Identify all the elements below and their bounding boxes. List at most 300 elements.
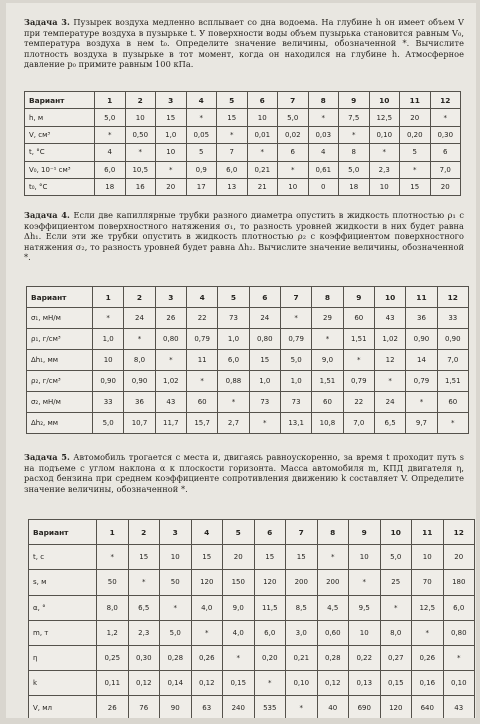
table-cell: 1,2 bbox=[97, 620, 129, 645]
table-cell: 15 bbox=[254, 545, 286, 570]
task-3-heading: Задача 3. bbox=[24, 17, 70, 27]
row-label: α, ° bbox=[29, 595, 97, 620]
task-4-text bbox=[24, 210, 464, 263]
table-cell: 6,0 bbox=[218, 350, 249, 371]
table-cell: 11,5 bbox=[254, 595, 286, 620]
table-cell: 50 bbox=[97, 570, 129, 595]
table-row bbox=[25, 178, 461, 195]
table-cell: 26 bbox=[155, 308, 186, 329]
table-cell: * bbox=[312, 329, 343, 350]
table-row bbox=[29, 645, 475, 670]
table-cell: 0,20 bbox=[400, 126, 431, 143]
table-cell: 60 bbox=[343, 308, 374, 329]
table-cell: 11 bbox=[400, 92, 431, 109]
task-5-table bbox=[28, 519, 475, 718]
table-cell: 0,10 bbox=[369, 126, 400, 143]
table-cell: 5,0 bbox=[380, 545, 412, 570]
table-cell: 7 bbox=[278, 92, 309, 109]
row-label: σ₂, мН/м bbox=[27, 392, 93, 413]
table-cell: 0,10 bbox=[286, 671, 318, 696]
table-cell: 0,90 bbox=[406, 329, 437, 350]
table-cell: 14 bbox=[406, 350, 437, 371]
table-cell: * bbox=[97, 545, 129, 570]
table-cell: 10 bbox=[369, 92, 400, 109]
table-cell: 15 bbox=[128, 545, 160, 570]
table-cell: 0,27 bbox=[380, 645, 412, 670]
table-cell: 6 bbox=[249, 287, 280, 308]
table-cell: 8 bbox=[317, 520, 349, 545]
table-cell: * bbox=[186, 371, 217, 392]
table-cell: 5 bbox=[218, 287, 249, 308]
table-cell: 9,5 bbox=[349, 595, 381, 620]
table-header-row bbox=[29, 520, 475, 545]
table-cell: 60 bbox=[186, 392, 217, 413]
table-cell: 13,1 bbox=[280, 413, 311, 434]
table-cell: 0,20 bbox=[254, 645, 286, 670]
table-cell: 3 bbox=[155, 287, 186, 308]
task-3-body: Пузырек воздуха медленно всплывает со дна водоема. На глубине h он имеет объем V при температуре воздуха в пузырьке t. У поверхности воды объем пузырька становится равным V₀, температура воздуха в нем t₀. Определите значение величины, обозначенной *. Вычислите плотность воздуха в пузырьке в тот момент, когда он находился на глубине h. Атмосферное давление p₀ примите равным 100 кПа. bbox=[24, 17, 464, 70]
task-4-body: Если две капиллярные трубки разного диаметра опустить в жидкость плотностью ρ₁ с коэффициентом поверхностного натяжения σ₁, то разность уровней жидкости в них будет равна Δh₁. Если эти же трубки опустить в жидкость плотностью ρ₂ с коэффициентом поверхностного натяжения σ₂, то разность уровней будет равна Δh₂. Вычислите значение величины, обозначенной *. bbox=[24, 210, 465, 263]
table-cell: 0,14 bbox=[160, 671, 192, 696]
table-cell: * bbox=[412, 620, 444, 645]
table-cell: 15 bbox=[156, 109, 187, 126]
table-cell: 10 bbox=[374, 287, 405, 308]
table-row bbox=[25, 144, 461, 161]
table-cell: * bbox=[406, 392, 437, 413]
table-cell: 12,5 bbox=[412, 595, 444, 620]
textbook-page bbox=[6, 3, 476, 718]
table-cell: 4 bbox=[186, 92, 217, 109]
table-cell: 9,7 bbox=[406, 413, 437, 434]
table-cell: * bbox=[349, 570, 381, 595]
table-cell: 0,79 bbox=[406, 371, 437, 392]
table-cell: 73 bbox=[249, 392, 280, 413]
table-cell: * bbox=[437, 413, 468, 434]
table-cell: 6 bbox=[278, 144, 309, 161]
table-cell: 4,5 bbox=[317, 595, 349, 620]
row-label: V₀, 10⁻¹ см³ bbox=[25, 161, 95, 178]
table-cell: 2 bbox=[124, 287, 155, 308]
table-cell: 9,0 bbox=[312, 350, 343, 371]
table-cell: 7,0 bbox=[437, 350, 468, 371]
table-cell: 7,0 bbox=[430, 161, 461, 178]
table-cell: 5 bbox=[186, 144, 217, 161]
table-cell: 200 bbox=[317, 570, 349, 595]
row-label: t₀, °С bbox=[25, 178, 95, 195]
table-row bbox=[29, 545, 475, 570]
table-cell: 10,5 bbox=[125, 161, 156, 178]
table-cell: 0,79 bbox=[186, 329, 217, 350]
table-cell: 15 bbox=[191, 545, 223, 570]
row-label: σ₁, мН/м bbox=[27, 308, 93, 329]
table-cell: 6,5 bbox=[128, 595, 160, 620]
table-cell: 10 bbox=[349, 620, 381, 645]
table-cell: 12 bbox=[437, 287, 468, 308]
table-cell: 22 bbox=[186, 308, 217, 329]
table-cell: 0,10 bbox=[443, 671, 475, 696]
table-cell: * bbox=[380, 595, 412, 620]
table-cell: 43 bbox=[155, 392, 186, 413]
table-cell: 8,5 bbox=[286, 595, 318, 620]
table-cell: 15 bbox=[217, 109, 248, 126]
table-cell: 4 bbox=[95, 144, 126, 161]
table-cell: 8 bbox=[312, 287, 343, 308]
table-cell: 25 bbox=[380, 570, 412, 595]
table-cell: 0,28 bbox=[317, 645, 349, 670]
table-cell: 15 bbox=[400, 178, 431, 195]
table-cell: 0,9 bbox=[186, 161, 217, 178]
table-cell: 40 bbox=[317, 696, 349, 718]
table-cell: 20 bbox=[443, 545, 475, 570]
table-cell: 9 bbox=[343, 287, 374, 308]
table-cell: 1,51 bbox=[437, 371, 468, 392]
row-label: h, м bbox=[25, 109, 95, 126]
table-cell: 1 bbox=[95, 92, 126, 109]
table-cell: 6,0 bbox=[95, 161, 126, 178]
table-cell: 10 bbox=[380, 520, 412, 545]
table-cell: 10,8 bbox=[312, 413, 343, 434]
table-cell: 0,80 bbox=[155, 329, 186, 350]
table-cell: 1,0 bbox=[218, 329, 249, 350]
row-label: ρ₂, г/см³ bbox=[27, 371, 93, 392]
table-cell: 150 bbox=[223, 570, 255, 595]
table-cell: 16 bbox=[125, 178, 156, 195]
table-cell: * bbox=[254, 671, 286, 696]
table-cell: 7 bbox=[286, 520, 318, 545]
table-cell: 0,15 bbox=[223, 671, 255, 696]
table-cell: 11,7 bbox=[155, 413, 186, 434]
table-cell: 11 bbox=[412, 520, 444, 545]
table-cell: * bbox=[443, 645, 475, 670]
table-cell: 15 bbox=[286, 545, 318, 570]
table-cell: 8 bbox=[339, 144, 370, 161]
row-label: Вариант bbox=[29, 520, 97, 545]
table-cell: 9 bbox=[349, 520, 381, 545]
row-label: Δh₁, мм bbox=[27, 350, 93, 371]
table-cell: 60 bbox=[437, 392, 468, 413]
table-cell: 0,50 bbox=[125, 126, 156, 143]
table-cell: 690 bbox=[349, 696, 381, 718]
row-label: V, мл bbox=[29, 696, 97, 718]
table-cell: 20 bbox=[223, 545, 255, 570]
row-label: Вариант bbox=[27, 287, 93, 308]
table-cell: * bbox=[374, 371, 405, 392]
table-cell: 1,0 bbox=[280, 371, 311, 392]
row-label: k bbox=[29, 671, 97, 696]
table-cell: * bbox=[317, 545, 349, 570]
table-cell: 0,15 bbox=[380, 671, 412, 696]
table-cell: * bbox=[369, 144, 400, 161]
table-cell: * bbox=[278, 161, 309, 178]
table-cell: 4 bbox=[186, 287, 217, 308]
table-cell: * bbox=[160, 595, 192, 620]
table-cell: 18 bbox=[339, 178, 370, 195]
row-label: m, т bbox=[29, 620, 97, 645]
table-cell: 0,12 bbox=[317, 671, 349, 696]
table-cell: 2,3 bbox=[128, 620, 160, 645]
table-cell: 5,0 bbox=[93, 413, 124, 434]
table-cell: 3 bbox=[156, 92, 187, 109]
table-cell: 76 bbox=[128, 696, 160, 718]
table-cell: 17 bbox=[186, 178, 217, 195]
table-cell: 12 bbox=[430, 92, 461, 109]
table-cell: 0,60 bbox=[317, 620, 349, 645]
table-cell: 3 bbox=[160, 520, 192, 545]
table-cell: 11 bbox=[406, 287, 437, 308]
table-cell: 1,0 bbox=[156, 126, 187, 143]
table-cell: 8,0 bbox=[380, 620, 412, 645]
table-cell: 4,0 bbox=[191, 595, 223, 620]
table-cell: 1 bbox=[97, 520, 129, 545]
table-cell: 1,0 bbox=[249, 371, 280, 392]
table-row bbox=[29, 620, 475, 645]
table-cell: 5,0 bbox=[280, 350, 311, 371]
table-cell: 10 bbox=[93, 350, 124, 371]
table-cell: * bbox=[308, 109, 339, 126]
table-cell: 0,11 bbox=[97, 671, 129, 696]
table-cell: 12 bbox=[443, 520, 475, 545]
table-row bbox=[29, 671, 475, 696]
table-cell: 10 bbox=[156, 144, 187, 161]
table-cell: 6 bbox=[247, 92, 278, 109]
task-5-heading: Задача 5. bbox=[24, 452, 70, 462]
table-cell: 3,0 bbox=[286, 620, 318, 645]
table-cell: 0,02 bbox=[278, 126, 309, 143]
table-cell: 10,7 bbox=[124, 413, 155, 434]
table-cell: 43 bbox=[443, 696, 475, 718]
table-cell: 11 bbox=[186, 350, 217, 371]
task-4-table bbox=[26, 286, 469, 434]
table-cell: 120 bbox=[191, 570, 223, 595]
table-row bbox=[29, 696, 475, 718]
row-label: Δh₂, мм bbox=[27, 413, 93, 434]
table-cell: 21 bbox=[247, 178, 278, 195]
table-cell: 43 bbox=[374, 308, 405, 329]
table-row bbox=[29, 570, 475, 595]
table-cell: 0,21 bbox=[247, 161, 278, 178]
row-label: t, с bbox=[29, 545, 97, 570]
task-4-heading: Задача 4. bbox=[24, 210, 70, 220]
table-cell: 240 bbox=[223, 696, 255, 718]
table-cell: 7,0 bbox=[343, 413, 374, 434]
row-label: t, °С bbox=[25, 144, 95, 161]
table-cell: 50 bbox=[160, 570, 192, 595]
table-row bbox=[25, 126, 461, 143]
table-cell: 5,0 bbox=[278, 109, 309, 126]
table-row bbox=[27, 371, 469, 392]
table-cell: * bbox=[430, 109, 461, 126]
table-cell: 0,90 bbox=[93, 371, 124, 392]
table-cell: 0,28 bbox=[160, 645, 192, 670]
table-cell: 6,0 bbox=[443, 595, 475, 620]
table-cell: * bbox=[223, 645, 255, 670]
table-cell: 0,22 bbox=[349, 645, 381, 670]
table-cell: * bbox=[249, 413, 280, 434]
table-cell: 18 bbox=[95, 178, 126, 195]
table-cell: 36 bbox=[406, 308, 437, 329]
table-cell: 640 bbox=[412, 696, 444, 718]
table-row bbox=[27, 308, 469, 329]
table-cell: 0,79 bbox=[343, 371, 374, 392]
table-cell: 13 bbox=[217, 178, 248, 195]
table-cell: 0,21 bbox=[286, 645, 318, 670]
table-cell: 0,05 bbox=[186, 126, 217, 143]
table-cell: * bbox=[339, 126, 370, 143]
table-cell: 1,02 bbox=[155, 371, 186, 392]
table-cell: 0,30 bbox=[128, 645, 160, 670]
table-cell: 2 bbox=[128, 520, 160, 545]
table-cell: 9,0 bbox=[223, 595, 255, 620]
table-cell: * bbox=[247, 144, 278, 161]
table-cell: 7,5 bbox=[339, 109, 370, 126]
table-cell: 5 bbox=[217, 92, 248, 109]
table-row bbox=[27, 329, 469, 350]
table-cell: 24 bbox=[124, 308, 155, 329]
table-cell: 5,0 bbox=[160, 620, 192, 645]
table-cell: 0,30 bbox=[430, 126, 461, 143]
table-cell: 9 bbox=[339, 92, 370, 109]
table-cell: * bbox=[280, 308, 311, 329]
table-cell: 0,13 bbox=[349, 671, 381, 696]
table-cell: 5 bbox=[223, 520, 255, 545]
table-cell: 0,26 bbox=[412, 645, 444, 670]
table-cell: 10 bbox=[369, 178, 400, 195]
table-cell: 7 bbox=[217, 144, 248, 161]
table-cell: 12,5 bbox=[369, 109, 400, 126]
table-cell: 5,0 bbox=[95, 109, 126, 126]
row-label: ρ₁, г/см³ bbox=[27, 329, 93, 350]
table-cell: 8,0 bbox=[97, 595, 129, 620]
table-cell: 12 bbox=[374, 350, 405, 371]
table-cell: 6 bbox=[430, 144, 461, 161]
table-cell: * bbox=[156, 161, 187, 178]
table-cell: 120 bbox=[380, 696, 412, 718]
table-cell: 8 bbox=[308, 92, 339, 109]
table-cell: 60 bbox=[312, 392, 343, 413]
table-cell: 10 bbox=[349, 545, 381, 570]
task-5-body: Автомобиль трогается с места и, двигаясь равноускоренно, за время t проходит путь s на подъеме с углом наклона α к плоскости горизонта. Масса автомобиля m, КПД двигателя η, расход бензина при среднем коэффициенте сопротивления движению k составляет V. Определите значение величины, обозначенной *. bbox=[24, 452, 464, 494]
table-cell: 0 bbox=[308, 178, 339, 195]
table-cell: 0,79 bbox=[280, 329, 311, 350]
table-cell: 29 bbox=[312, 308, 343, 329]
table-cell: 6 bbox=[254, 520, 286, 545]
table-cell: 10 bbox=[125, 109, 156, 126]
table-row bbox=[27, 392, 469, 413]
table-cell: 20 bbox=[156, 178, 187, 195]
table-cell: 15 bbox=[249, 350, 280, 371]
table-cell: * bbox=[218, 392, 249, 413]
table-cell: 10 bbox=[412, 545, 444, 570]
table-cell: 20 bbox=[430, 178, 461, 195]
table-cell: 200 bbox=[286, 570, 318, 595]
table-cell: 0,61 bbox=[308, 161, 339, 178]
table-cell: 6,5 bbox=[374, 413, 405, 434]
table-cell: 33 bbox=[437, 308, 468, 329]
table-cell: 90 bbox=[160, 696, 192, 718]
table-cell: * bbox=[155, 350, 186, 371]
table-cell: 2,7 bbox=[218, 413, 249, 434]
table-row bbox=[25, 109, 461, 126]
table-cell: 0,12 bbox=[191, 671, 223, 696]
table-cell: 6,0 bbox=[217, 161, 248, 178]
table-cell: * bbox=[217, 126, 248, 143]
table-row bbox=[27, 350, 469, 371]
table-cell: 20 bbox=[400, 109, 431, 126]
table-cell: 0,90 bbox=[437, 329, 468, 350]
table-cell: * bbox=[191, 620, 223, 645]
table-cell: 0,16 bbox=[412, 671, 444, 696]
table-cell: * bbox=[186, 109, 217, 126]
table-cell: 0,80 bbox=[443, 620, 475, 645]
table-cell: 5,0 bbox=[339, 161, 370, 178]
table-cell: 73 bbox=[280, 392, 311, 413]
table-cell: 6,0 bbox=[254, 620, 286, 645]
row-label: Вариант bbox=[25, 92, 95, 109]
table-cell: 4 bbox=[191, 520, 223, 545]
table-cell: 15,7 bbox=[186, 413, 217, 434]
row-label: s, м bbox=[29, 570, 97, 595]
table-cell: 36 bbox=[124, 392, 155, 413]
table-cell: 33 bbox=[93, 392, 124, 413]
table-cell: * bbox=[124, 329, 155, 350]
table-row bbox=[27, 413, 469, 434]
table-cell: 10 bbox=[278, 178, 309, 195]
table-cell: 26 bbox=[97, 696, 129, 718]
table-cell: 0,25 bbox=[97, 645, 129, 670]
table-cell: 24 bbox=[374, 392, 405, 413]
table-cell: 10 bbox=[160, 545, 192, 570]
task-3-table bbox=[24, 91, 461, 196]
task-5-text bbox=[24, 452, 464, 494]
table-cell: 8,0 bbox=[124, 350, 155, 371]
table-cell: 63 bbox=[191, 696, 223, 718]
table-row bbox=[29, 595, 475, 620]
table-cell: 120 bbox=[254, 570, 286, 595]
table-cell: 0,80 bbox=[249, 329, 280, 350]
row-label: η bbox=[29, 645, 97, 670]
table-cell: 2,3 bbox=[369, 161, 400, 178]
table-cell: 73 bbox=[218, 308, 249, 329]
table-cell: 0,12 bbox=[128, 671, 160, 696]
table-cell: 4,0 bbox=[223, 620, 255, 645]
table-cell: 7 bbox=[280, 287, 311, 308]
table-cell: 1,0 bbox=[93, 329, 124, 350]
table-cell: 22 bbox=[343, 392, 374, 413]
table-header-row bbox=[27, 287, 469, 308]
table-cell: * bbox=[125, 144, 156, 161]
table-cell: 1,51 bbox=[343, 329, 374, 350]
table-cell: * bbox=[95, 126, 126, 143]
table-cell: 0,88 bbox=[218, 371, 249, 392]
table-cell: 70 bbox=[412, 570, 444, 595]
table-cell: * bbox=[93, 308, 124, 329]
table-cell: 1,02 bbox=[374, 329, 405, 350]
table-cell: * bbox=[343, 350, 374, 371]
table-cell: 24 bbox=[249, 308, 280, 329]
table-cell: 4 bbox=[308, 144, 339, 161]
table-cell: 0,90 bbox=[124, 371, 155, 392]
table-cell: 10 bbox=[247, 109, 278, 126]
table-cell: 1,51 bbox=[312, 371, 343, 392]
table-cell: 535 bbox=[254, 696, 286, 718]
table-header-row bbox=[25, 92, 461, 109]
table-row bbox=[25, 161, 461, 178]
table-cell: 0,26 bbox=[191, 645, 223, 670]
task-3-text bbox=[24, 17, 464, 70]
table-cell: 5 bbox=[400, 144, 431, 161]
table-cell: 180 bbox=[443, 570, 475, 595]
table-cell: * bbox=[128, 570, 160, 595]
